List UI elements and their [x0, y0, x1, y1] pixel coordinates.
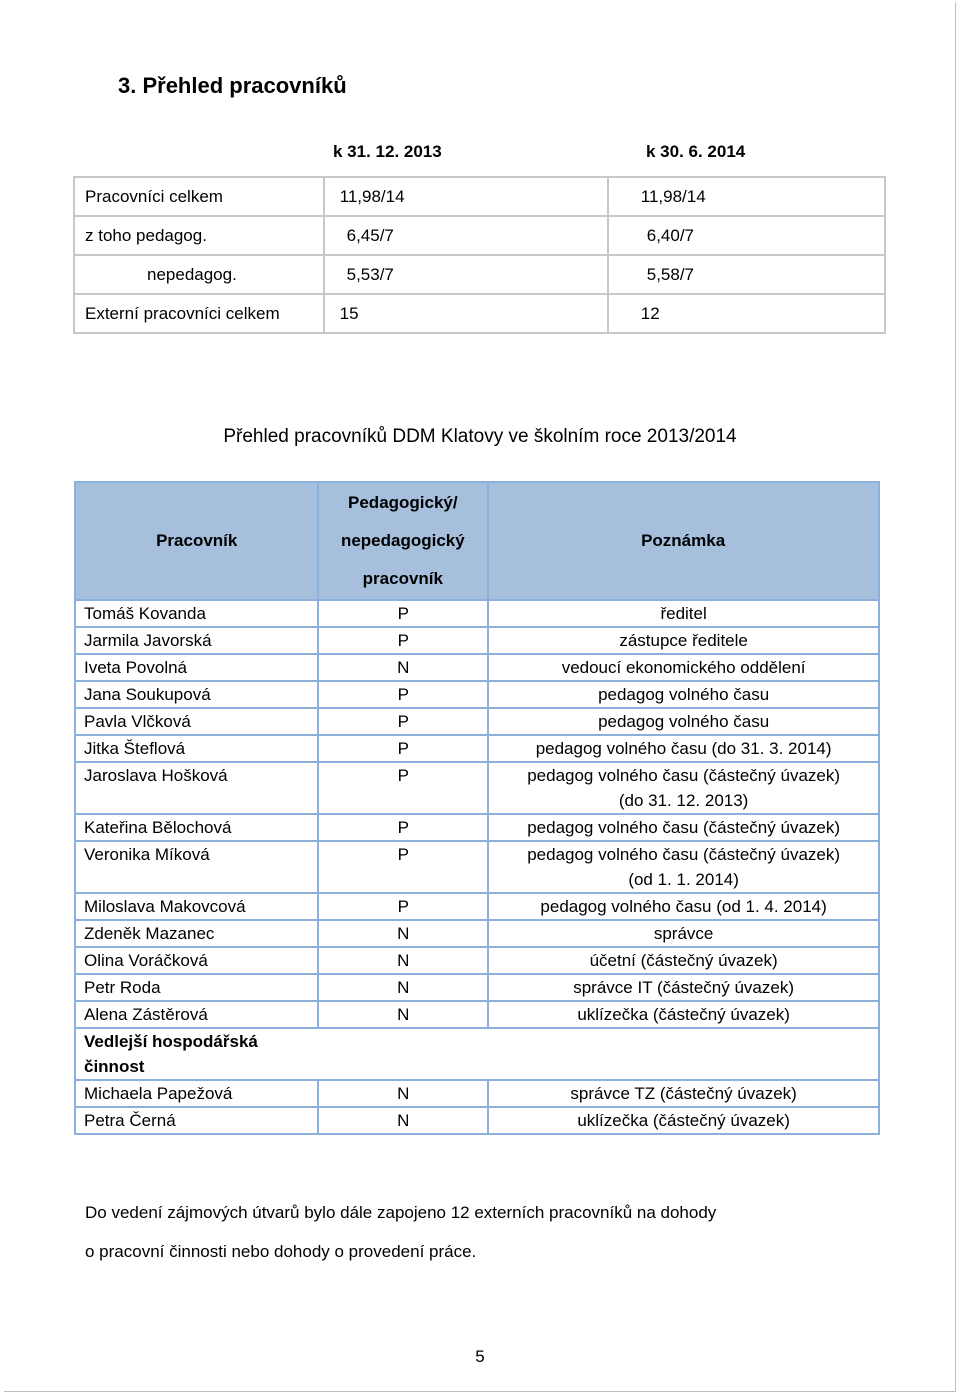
worker-note — [488, 627, 879, 654]
worker-type: N — [318, 654, 488, 681]
worker-note — [488, 841, 879, 893]
table-row — [75, 1080, 879, 1107]
worker-note — [488, 762, 879, 814]
worker-type: P — [318, 627, 488, 654]
worker-note — [488, 1080, 879, 1107]
header-type — [318, 482, 488, 600]
table-row — [75, 1001, 879, 1028]
worker-name: Michaela Papežová — [75, 1080, 318, 1107]
header-type-line2: nepedagogický — [340, 531, 465, 550]
section-empty — [488, 1028, 879, 1080]
worker-note-line: (od 1. 1. 2014) — [628, 870, 739, 889]
worker-note-line: zástupce ředitele — [619, 631, 748, 650]
worker-note — [488, 947, 879, 974]
summary-label: z toho pedagog. — [74, 216, 324, 255]
worker-note-line: správce — [653, 924, 714, 943]
staff-table — [74, 481, 880, 1135]
staff-table-caption: Přehled pracovníků DDM Klatovy ve školním roce 2013/2014 — [223, 426, 737, 447]
worker-note-line: účetní (částečný úvazek) — [589, 951, 778, 970]
worker-note-line: (do 31. 12. 2013) — [618, 791, 749, 810]
worker-name: Alena Zástěrová — [75, 1001, 318, 1028]
worker-type: N — [318, 1080, 488, 1107]
section-empty — [318, 1028, 488, 1080]
date-header-1: k 31. 12. 2013 — [333, 142, 442, 161]
worker-note-line: pedagog volného času (částečný úvazek) — [527, 766, 841, 785]
summary-table — [73, 176, 886, 334]
worker-note-line: vedoucí ekonomického oddělení — [561, 658, 806, 677]
summary-label: Externí pracovníci celkem — [74, 294, 324, 333]
worker-note — [488, 974, 879, 1001]
summary-value-2: 11,98/14 — [608, 177, 885, 216]
table-row — [75, 814, 879, 841]
summary-row — [74, 216, 885, 255]
table-row — [75, 920, 879, 947]
worker-note-line: správce TZ (částečný úvazek) — [570, 1084, 797, 1103]
worker-name: Jaroslava Hošková — [75, 762, 318, 814]
worker-name: Olina Voráčková — [75, 947, 318, 974]
worker-note — [488, 681, 879, 708]
worker-note-line: pedagog volného času (od 1. 4. 2014) — [540, 897, 827, 916]
worker-type: P — [318, 762, 488, 814]
summary-value-1: 5,53/7 — [324, 255, 608, 294]
summary-value-2: 5,58/7 — [608, 255, 885, 294]
worker-note — [488, 600, 879, 627]
worker-name: Pavla Vlčková — [75, 708, 318, 735]
worker-type: N — [318, 1001, 488, 1028]
table-row — [75, 841, 879, 893]
table-row — [75, 947, 879, 974]
table-row — [75, 600, 879, 627]
page-number: 5 — [475, 1347, 485, 1366]
header-worker: Pracovník — [75, 482, 318, 600]
worker-type: N — [318, 1107, 488, 1134]
table-row — [75, 1107, 879, 1134]
worker-type: N — [318, 947, 488, 974]
worker-name: Iveta Povolná — [75, 654, 318, 681]
summary-row — [74, 255, 885, 294]
header-type-line1: Pedagogický/ — [348, 493, 458, 512]
worker-type: P — [318, 814, 488, 841]
worker-note-line: pedagog volného času (částečný úvazek) — [527, 818, 841, 837]
worker-name: Jitka Šteflová — [75, 735, 318, 762]
worker-type: P — [318, 841, 488, 893]
summary-label: Pracovníci celkem — [74, 177, 324, 216]
worker-name: Petr Roda — [75, 974, 318, 1001]
summary-label: nepedagog. — [74, 255, 324, 294]
table-row — [75, 974, 879, 1001]
worker-name: Zdeněk Mazanec — [75, 920, 318, 947]
worker-note-line: pedagog volného času (částečný úvazek) — [527, 845, 841, 864]
closing-paragraph — [85, 1193, 885, 1271]
table-row — [75, 627, 879, 654]
staff-header-row — [75, 482, 879, 600]
worker-note — [488, 735, 879, 762]
summary-row — [74, 177, 885, 216]
summary-value-2: 6,40/7 — [608, 216, 885, 255]
worker-type: P — [318, 681, 488, 708]
worker-note-line: uklízečka (částečný úvazek) — [577, 1005, 790, 1024]
worker-name: Jana Soukupová — [75, 681, 318, 708]
worker-type: P — [318, 893, 488, 920]
summary-value-1: 11,98/14 — [324, 177, 608, 216]
section-row — [75, 1028, 879, 1080]
table-row — [75, 893, 879, 920]
worker-note — [488, 814, 879, 841]
worker-note — [488, 920, 879, 947]
worker-name: Tomáš Kovanda — [75, 600, 318, 627]
worker-note-line: uklízečka (částečný úvazek) — [577, 1111, 790, 1130]
summary-value-1: 15 — [324, 294, 608, 333]
worker-type: N — [318, 920, 488, 947]
worker-note — [488, 654, 879, 681]
section-label: Vedlejší hospodářská činnost — [75, 1028, 318, 1080]
summary-value-1: 6,45/7 — [324, 216, 608, 255]
worker-note-line: pedagog volného času — [598, 712, 770, 731]
worker-type: N — [318, 974, 488, 1001]
header-note: Poznámka — [488, 482, 879, 600]
worker-note-line: ředitel — [660, 604, 707, 623]
table-row — [75, 735, 879, 762]
worker-type: P — [318, 735, 488, 762]
header-type-line3: pracovník — [362, 569, 443, 588]
section-heading: 3. Přehled pracovníků — [118, 73, 347, 98]
worker-type: P — [318, 708, 488, 735]
worker-note — [488, 1107, 879, 1134]
worker-name: Kateřina Bělochová — [75, 814, 318, 841]
table-row — [75, 708, 879, 735]
worker-note-line: pedagog volného času — [598, 685, 770, 704]
summary-value-2: 12 — [608, 294, 885, 333]
table-row — [75, 654, 879, 681]
worker-note-line: pedagog volného času (do 31. 3. 2014) — [535, 739, 832, 758]
worker-name: Miloslava Makovcová — [75, 893, 318, 920]
worker-name: Jarmila Javorská — [75, 627, 318, 654]
paragraph-line-1: Do vedení zájmových útvarů bylo dále zapojeno 12 externích pracovníků na dohody — [85, 1203, 717, 1222]
paragraph-line-2: o pracovní činnosti nebo dohody o provedení práce. — [85, 1242, 477, 1261]
table-row — [75, 681, 879, 708]
date-header-2: k 30. 6. 2014 — [646, 142, 746, 161]
worker-type: P — [318, 600, 488, 627]
table-row — [75, 762, 879, 814]
worker-note — [488, 1001, 879, 1028]
worker-name: Veronika Míková — [75, 841, 318, 893]
worker-name: Petra Černá — [75, 1107, 318, 1134]
worker-note-line: správce IT (částečný úvazek) — [573, 978, 794, 997]
worker-note — [488, 708, 879, 735]
summary-row — [74, 294, 885, 333]
worker-note — [488, 893, 879, 920]
